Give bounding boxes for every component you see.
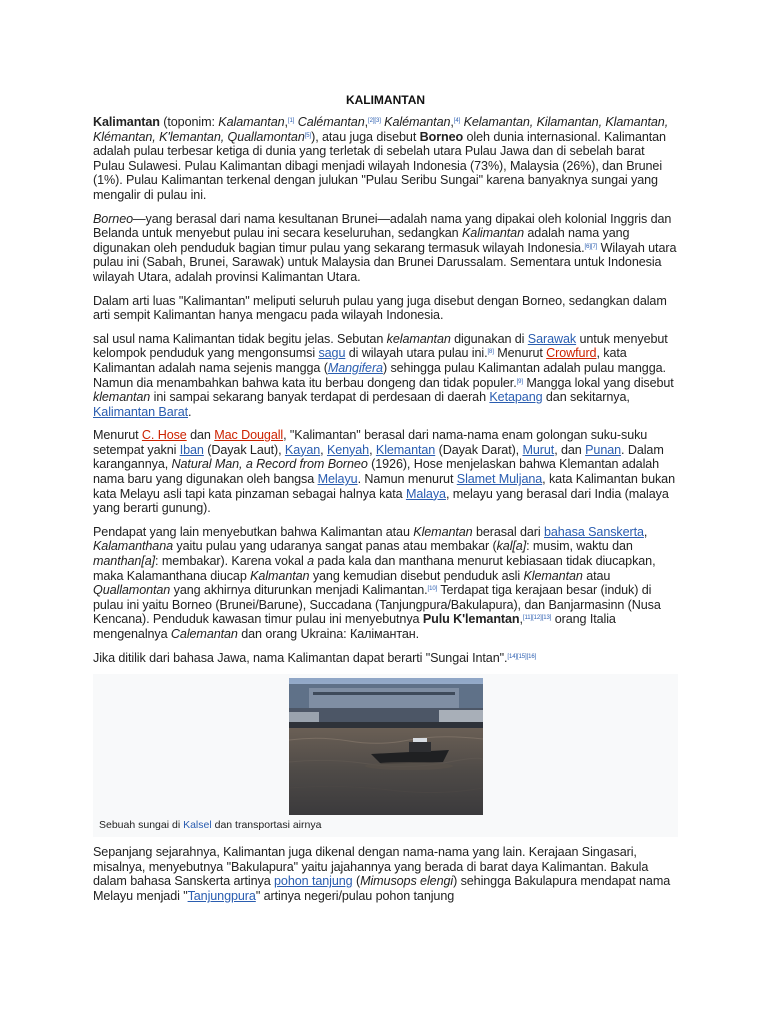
link-kenyah[interactable]: Kenyah — [326, 442, 370, 457]
paragraph-borneo: Borneo—yang berasal dari nama kesultanan Brunei—adalah nama yang dipakai oleh kolonial Inggris dan Belanda untuk menyebut pulau ini secara keseluruhan, sedangkan Kalimantan adalah nama yang digunakan oleh penduduk bagian timur pulau yang sekarang termasuk wilayah Indonesia.[6][7] Wilayah utara pulau ini (Sabah, Brunei, Sarawak) untuk Malaysia dan Brunei Darussalam. Sementara untuk Indonesia wilayah Utara, adalah provinsi Kalimantan Utara. — [93, 211, 677, 284]
paragraph-hose: Menurut C. Hose dan Mac Dougall, "Kalimantan" berasal dari nama-nama enam golongan suku-suku setempat yakni Iban (Dayak Laut), Kayan, Kenyah, Klemantan (Dayak Darat), Murut, dan Punan. Dalam karangannya, Natural Man, a Record from Borneo (1926), Hose menjelaskan bahwa Klemantan adalah nama baru yang digunakan oleh bangsa Melayu. Namun menurut Slamet Muljana, kata Kalimantan bukan kata Melayu asli tapi kata pinzaman sebagai halnya kata Malaya, melayu yang berasal dari India (malaya yang berarti gunung). — [93, 428, 675, 516]
link-kayan[interactable]: Kayan — [284, 442, 321, 457]
page-title: KALIMANTAN — [345, 93, 426, 107]
paragraph-meaning: Dalam arti luas "Kalimantan" meliputi seluruh pulau yang juga disebut dengan Borneo, sedangkan dalam arti sempit Kalimantan hanya mengacu pada wilayah Indonesia. — [93, 293, 667, 323]
link-ketapang[interactable]: Ketapang — [489, 390, 543, 405]
link-klemantan[interactable]: Klemantan — [375, 442, 436, 457]
article — [93, 93, 678, 913]
citation-ref[interactable]: [6][7] — [584, 243, 598, 250]
link-kalimantan-barat[interactable]: Kalimantan Barat — [93, 404, 189, 419]
citation-ref[interactable]: [14][15][16] — [507, 653, 537, 660]
link-slamet-muljana[interactable]: Slamet Muljana — [456, 472, 543, 487]
link-murut[interactable]: Murut — [522, 442, 555, 457]
citation-ref[interactable]: [9] — [516, 378, 523, 385]
link-tanjungpura[interactable]: Tanjungpura — [187, 888, 256, 903]
citation-ref[interactable]: [1] — [287, 118, 295, 124]
citation-ref[interactable]: [5] — [304, 132, 312, 139]
link-bahasa-sanskerta[interactable]: bahasa Sanskerta — [544, 524, 644, 539]
paragraph-history: Sepanjang sejarahnya, Kalimantan juga dikenal dengan nama-nama yang lain. Kerajaan Singasari, misalnya, menyebutnya "Bakulapura" yaitu jajahannya yang berada di barat daya Kalimantan. Bakula dalam bahasa Sanskerta artinya pohon tanjung (Mimusops elengi) sehingga Bakulapura mendapat nama Melayu menjadi "Tanjungpura" artinya negeri/pulau pohon tanjung — [93, 845, 671, 903]
link-mangifera[interactable]: Mangifera — [327, 360, 383, 375]
citation-ref[interactable]: [2][3] — [368, 118, 381, 124]
citation-ref[interactable]: [10] — [427, 586, 438, 593]
paragraph-jawa: Jika ditilik dari bahasa Jawa, nama Kalimantan dapat berarti "Sungai Intan".[14][15][16] — [93, 650, 537, 665]
paragraph-sanskerta: Pendapat yang lain menyebutkan bahwa Kalimantan atau Klemantan berasal dari bahasa Sanskerta, Kalamanthana yaitu pulau yang udaranya sangat panas atau membakar (kal[a]: musim, waktu dan manthan[a]: membakar). Karena vokal a pada kala dan manthana menurut kebiasaan tidak diucapkan, maka Kalamanthana diucap Kalmantan yang kemudian disebut penduduk asli Klemantan atau Quallamontan yang akhirnya diturunkan menjadi Kalimantan.[10] Terdapat tiga kerajaan besar (induk) di pulau ini yaitu Borneo (Brunei/Barune), Succadana (Tanjungpura/Bakulapura), dan Banjarmasinn (Nusa Kencana). Penduduk kawasan timur pulau ini menyebutnya Pulu K'lemantan,[11][12][13] orang Italia mengenalnya Calemantan dan orang Ukraina: Калімантан. — [93, 524, 661, 641]
citation-ref[interactable]: [11][12][13] — [522, 615, 552, 622]
link-sagu[interactable]: sagu — [318, 346, 346, 361]
link-pohon-tanjung[interactable]: pohon tanjung — [274, 874, 353, 889]
term-borneo: Borneo — [419, 129, 464, 144]
river-boat-photo[interactable] — [289, 678, 483, 815]
link-c-hose[interactable]: C. Hose — [141, 428, 187, 443]
link-mac-dougall[interactable]: Mac Dougall — [214, 428, 284, 443]
link-melayu[interactable]: Melayu — [317, 472, 358, 487]
citation-ref[interactable]: [4] — [453, 118, 461, 124]
link-kalsel[interactable]: Kalsel — [183, 819, 212, 832]
link-malaya[interactable]: Malaya — [405, 486, 446, 501]
paragraph-origin: sal usul nama Kalimantan tidak begitu jelas. Sebutan kelamantan digunakan di Sarawak untuk menyebut kelompok penduduk yang mengonsumsi sagu di wilayah utara pulau ini.[8] Menurut Crowfurd, kata Kalimantan adalah nama sejenis mangga (Mangifera) sehingga pulau Kalimantan adalah pulau mangga. Namun dia menambahkan bahwa kata itu berbau dongeng dan tidak populer.[9] Mangga lokal yang disebut klemantan ini sampai sekarang banyak terdapat di perdesaan di daerah Ketapang dan sekitarnya, Kalimantan Barat. — [93, 331, 674, 419]
link-crowfurd[interactable]: Crowfurd — [546, 346, 597, 361]
term-kalimantan: Kalimantan — [93, 115, 160, 129]
link-sarawak[interactable]: Sarawak — [527, 331, 577, 346]
figure — [93, 674, 678, 837]
link-punan[interactable]: Punan — [585, 442, 622, 457]
link-iban[interactable]: Iban — [179, 442, 204, 457]
figure-caption: Sebuah sungai di Kalsel dan transportasi airnya — [99, 819, 322, 832]
citation-ref[interactable]: [8] — [487, 349, 494, 356]
paragraph-intro: Kalimantan (toponim: Kalamantan,[1] Calémantan,[2][3] Kalémantan,[4] Kelamantan, Kilamantan, Klamantan, Klémantan, K'lemantan, Quallamontan[5]), atau juga disebut Borneo oleh dunia internasional. Kalimantan adalah pulau terbesar ketiga di dunia yang terletak di sebelah utara Pulau Jawa dan di sebelah barat Pulau Sulawesi. Pulau Kalimantan dibagi menjadi wilayah Indonesia (73%), Malaysia (26%), dan Brunei (1%). Pulau Kalimantan terkenal dengan julukan "Pulau Seribu Sungai" karena banyaknya sungai yang mengalir di pulau ini. — [93, 115, 669, 202]
